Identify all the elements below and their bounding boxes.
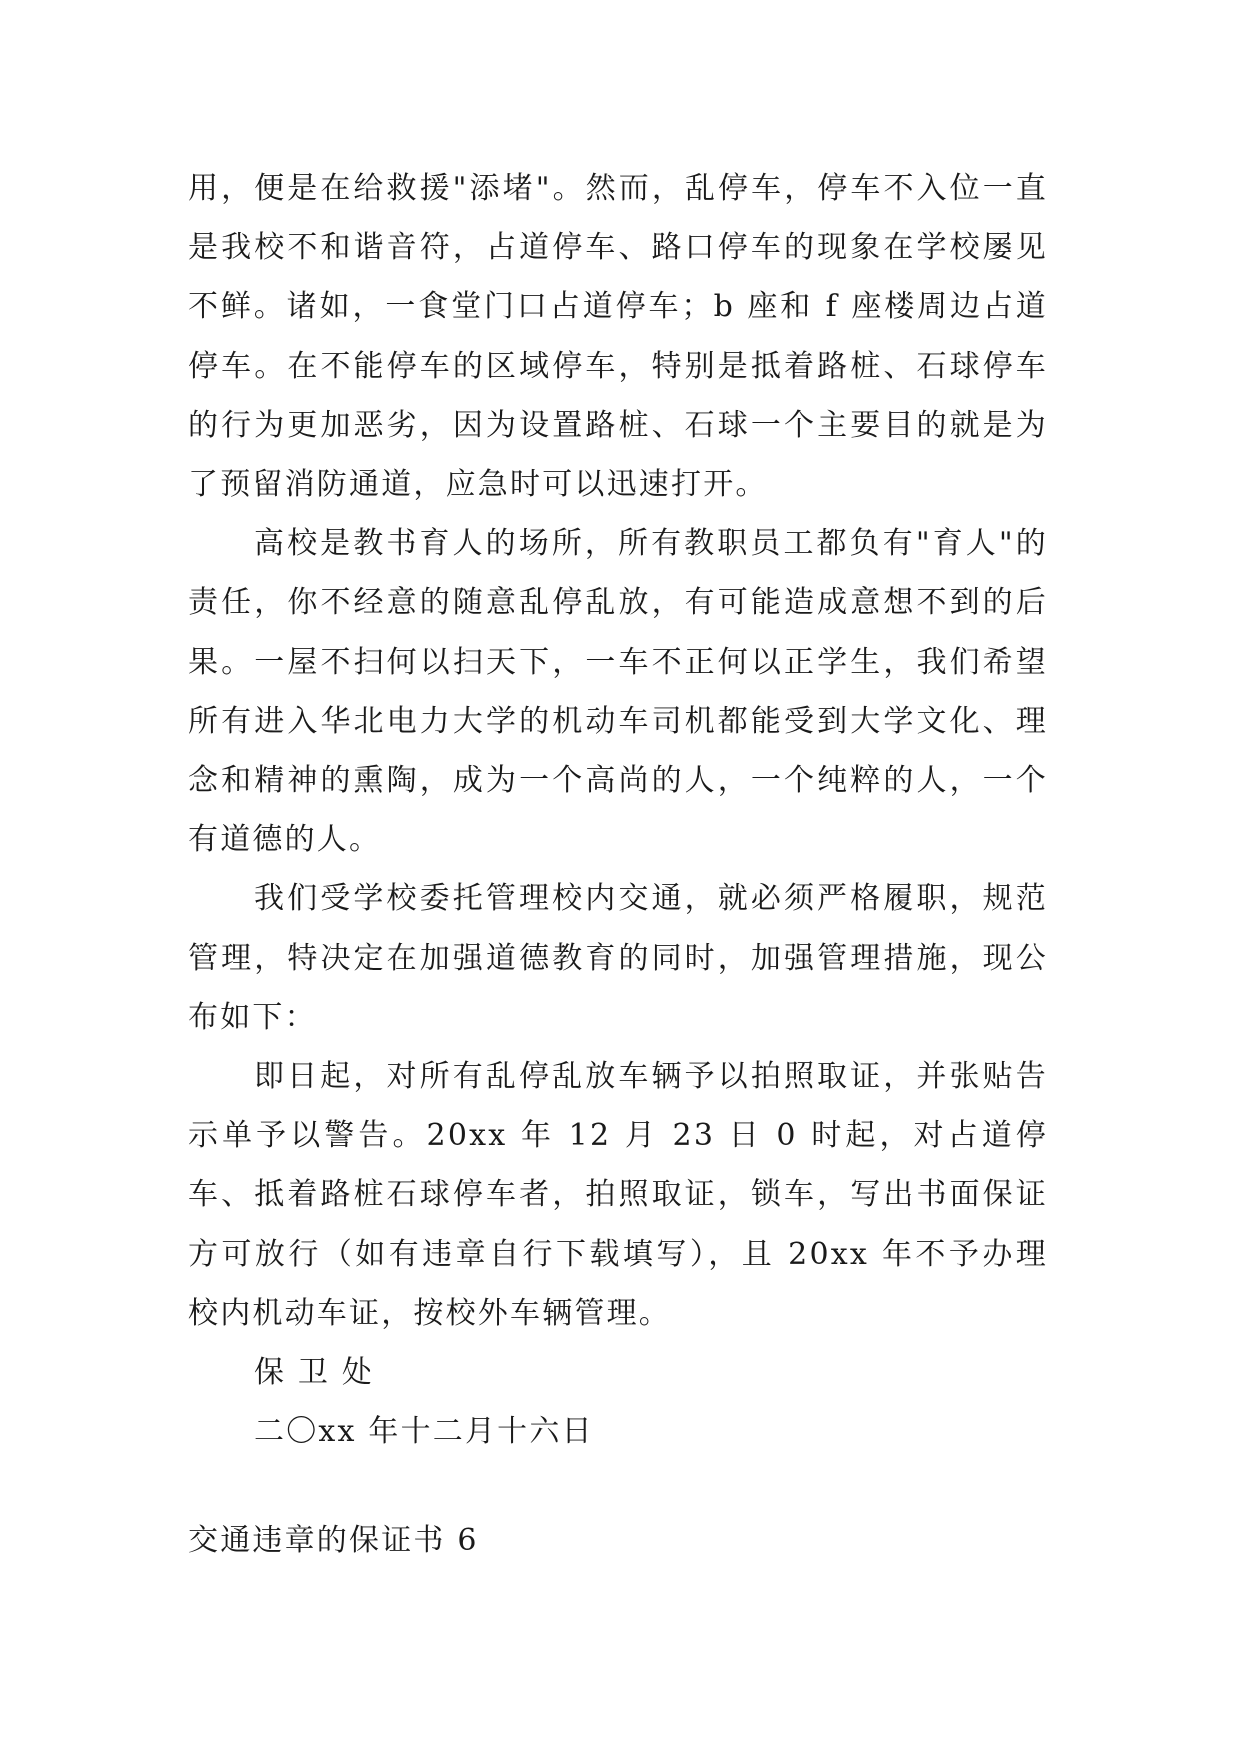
next-section-title: 交通违章的保证书 6	[188, 1523, 479, 1558]
paragraph-4: 即日起，对所有乱停乱放车辆予以拍照取证，并张贴告示单予以警告。20xx 年 12 月 23 日 0 时起，对占道停车、抵着路桩石球停车者，拍照取证，锁车，写出书面保证方可放行（如有违章自行下载填写），且 20xx 年不予办理校内机动车证，按校外车辆管理。	[188, 1059, 1048, 1331]
signature-date: 二〇xx 年十二月十六日	[254, 1414, 594, 1449]
document-body	[188, 159, 1048, 1343]
signature-department: 保 卫 处	[254, 1355, 375, 1390]
paragraph-3: 我们受学校委托管理校内交通，就必须严格履职，规范管理，特决定在加强道德教育的同时，加强管理措施，现公布如下：	[188, 881, 1048, 1035]
paragraph-1: 用，便是在给救援"添堵"。然而，乱停车，停车不入位一直是我校不和谐音符，占道停车、路口停车的现象在学校屡见不鲜。诸如，一食堂门口占道停车；b 座和 f 座楼周边占道停车。在不能停车的区域停车，特别是抵着路桩、石球停车的行为更加恶劣，因为设置路桩、石球一个主要目的就是为了预留消防通道，应急时可以迅速打开。	[188, 171, 1048, 503]
paragraph-2: 高校是教书育人的场所，所有教职员工都负有"育人"的责任，你不经意的随意乱停乱放，有可能造成意想不到的后果。一屋不扫何以扫天下，一车不正何以正学生，我们希望所有进入华北电力大学的机动车司机都能受到大学文化、理念和精神的熏陶，成为一个高尚的人，一个纯粹的人，一个有道德的人。	[188, 526, 1048, 858]
